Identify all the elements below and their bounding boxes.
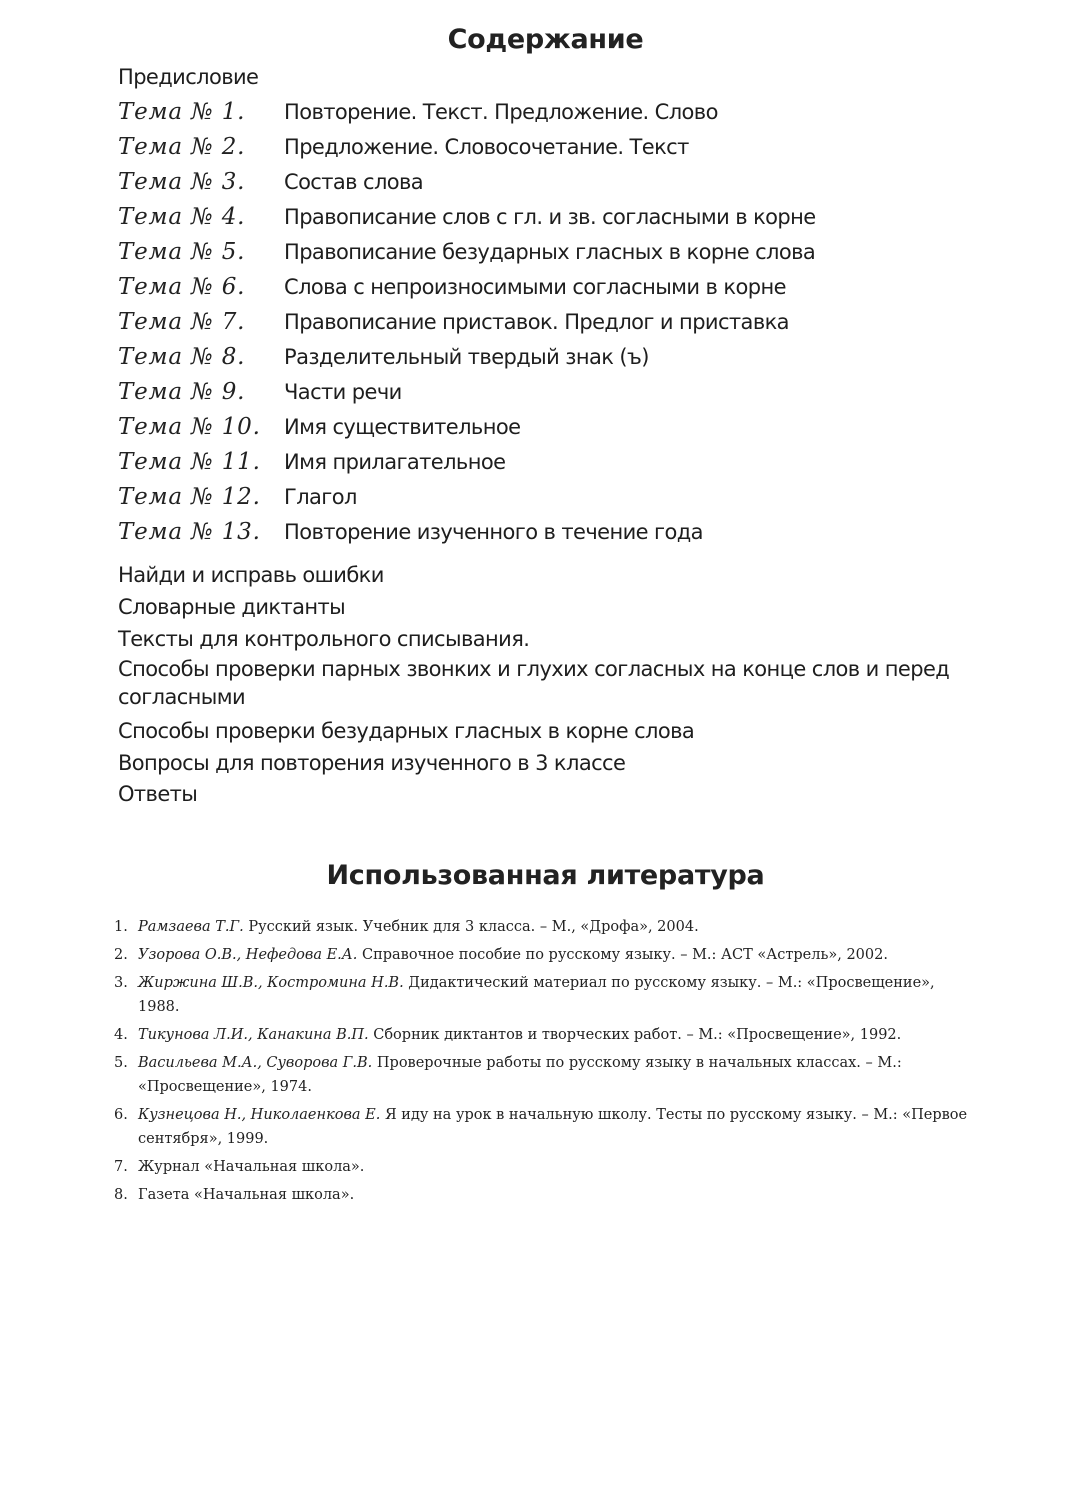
toc-topic[interactable]	[118, 164, 998, 199]
ref-number: 6.	[114, 1107, 128, 1123]
ref-text: Дидактический материал по русскому языку. – М.: «Просвещение», 1988.	[138, 975, 935, 1015]
topic-title: Слова с непроизносимыми согласными в корне	[284, 274, 786, 299]
topic-number: Тема № 8.	[118, 343, 246, 370]
topic-number: Тема № 5.	[118, 238, 246, 265]
toc-topic[interactable]	[118, 94, 998, 129]
toc-topic[interactable]	[118, 374, 998, 409]
toc-entry-preface[interactable]: Предисловие	[118, 65, 259, 89]
topic-title: Повторение изученного в течение года	[284, 519, 703, 544]
toc-entry-answers[interactable]: Ответы	[118, 782, 198, 806]
ref-number: 4.	[114, 1027, 128, 1043]
toc-entry-find-errors[interactable]: Найди и исправь ошибки	[118, 563, 384, 587]
topic-number: Тема № 13.	[118, 518, 261, 545]
ref-authors: Жиржина Ш.В., Костромина Н.В.	[138, 975, 404, 991]
list-item	[114, 943, 980, 967]
list-item	[114, 1103, 980, 1151]
toc-entry-review-questions[interactable]: Вопросы для повторения изученного в 3 классе	[118, 751, 626, 775]
toc-topic[interactable]	[118, 444, 998, 479]
literature-list	[114, 915, 980, 1211]
ref-text: Сборник диктантов и творческих работ. – М.: «Просвещение», 1992.	[368, 1027, 902, 1043]
ref-authors: Рамзаева Т.Г.	[138, 919, 244, 935]
topic-title: Состав слова	[284, 169, 424, 194]
ref-text: Проверочные работы по русскому языку в начальных классах. – М.: «Просвещение», 1974.	[138, 1055, 902, 1095]
ref-authors: Кузнецова Н., Николаенкова Е.	[138, 1107, 381, 1123]
toc-topic[interactable]	[118, 129, 998, 164]
toc-entry-dictations[interactable]: Словарные диктанты	[118, 595, 346, 619]
ref-text: Я иду на урок в начальную школу. Тесты по русскому языку. – М.: «Первое сентября», 1999.	[138, 1107, 968, 1147]
topic-number: Тема № 1.	[118, 98, 246, 125]
ref-number: 8.	[114, 1187, 128, 1203]
list-item	[114, 1023, 980, 1047]
toc-topic[interactable]	[118, 269, 998, 304]
topic-title: Имя существительное	[284, 414, 521, 439]
topic-title: Правописание приставок. Предлог и приставка	[284, 309, 789, 334]
topic-number: Тема № 9.	[118, 378, 246, 405]
topic-title: Правописание слов с гл. и зв. согласными в корне	[284, 204, 816, 229]
topic-title: Предложение. Словосочетание. Текст	[284, 134, 689, 159]
list-item	[114, 1051, 980, 1099]
list-item	[114, 1183, 980, 1207]
topic-title: Разделительный твердый знак (ъ)	[284, 344, 649, 369]
toc-topic[interactable]	[118, 199, 998, 234]
ref-number: 2.	[114, 947, 128, 963]
ref-authors: Васильева М.А., Суворова Г.В.	[138, 1055, 373, 1071]
list-item	[114, 1155, 980, 1179]
toc-entry-unstressed-vowels[interactable]: Способы проверки безударных гласных в корне слова	[118, 719, 695, 743]
topic-number: Тема № 6.	[118, 273, 246, 300]
topic-number: Тема № 4.	[118, 203, 246, 230]
ref-text: Газета «Начальная школа».	[138, 1187, 355, 1203]
ref-number: 5.	[114, 1055, 128, 1071]
toc-topic[interactable]	[118, 409, 998, 444]
topic-number: Тема № 12.	[118, 483, 261, 510]
topic-title: Глагол	[284, 484, 357, 509]
ref-authors: Узорова О.В., Нефедова Е.А.	[138, 947, 358, 963]
toc-topics	[118, 94, 998, 549]
toc-entry-copy-texts[interactable]: Тексты для контрольного списывания.	[118, 627, 530, 651]
list-item	[114, 971, 980, 1019]
topic-title: Имя прилагательное	[284, 449, 506, 474]
toc-topic[interactable]	[118, 339, 998, 374]
ref-authors: Тикунова Л.И., Канакина В.П.	[138, 1027, 369, 1043]
toc-topic[interactable]	[118, 234, 998, 269]
ref-text: Справочное пособие по русскому языку. – М.: АСТ «Астрель», 2002.	[357, 947, 888, 963]
toc-topic[interactable]	[118, 479, 998, 514]
topic-title: Повторение. Текст. Предложение. Слово	[284, 99, 718, 124]
ref-number: 3.	[114, 975, 128, 991]
toc-topic[interactable]	[118, 304, 998, 339]
list-item	[114, 915, 980, 939]
ref-text: Журнал «Начальная школа».	[138, 1159, 365, 1175]
literature-heading: Использованная литература	[326, 860, 765, 891]
topic-title: Правописание безударных гласных в корне слова	[284, 239, 816, 264]
table-of-contents	[118, 62, 998, 809]
topic-number: Тема № 10.	[118, 413, 261, 440]
toc-topic[interactable]	[118, 514, 998, 549]
ref-text: Русский язык. Учебник для 3 класса. – М., «Дрофа», 2004.	[243, 919, 699, 935]
topic-title: Части речи	[284, 379, 402, 404]
topic-number: Тема № 3.	[118, 168, 246, 195]
contents-heading: Содержание	[447, 24, 644, 55]
topic-number: Тема № 7.	[118, 308, 246, 335]
toc-entry-paired-consonants[interactable]: Способы проверки парных звонких и глухих согласных на конце слов и перед согласными	[118, 657, 950, 709]
ref-number: 1.	[114, 919, 128, 935]
ref-number: 7.	[114, 1159, 128, 1175]
topic-number: Тема № 11.	[118, 448, 261, 475]
topic-number: Тема № 2.	[118, 133, 246, 160]
